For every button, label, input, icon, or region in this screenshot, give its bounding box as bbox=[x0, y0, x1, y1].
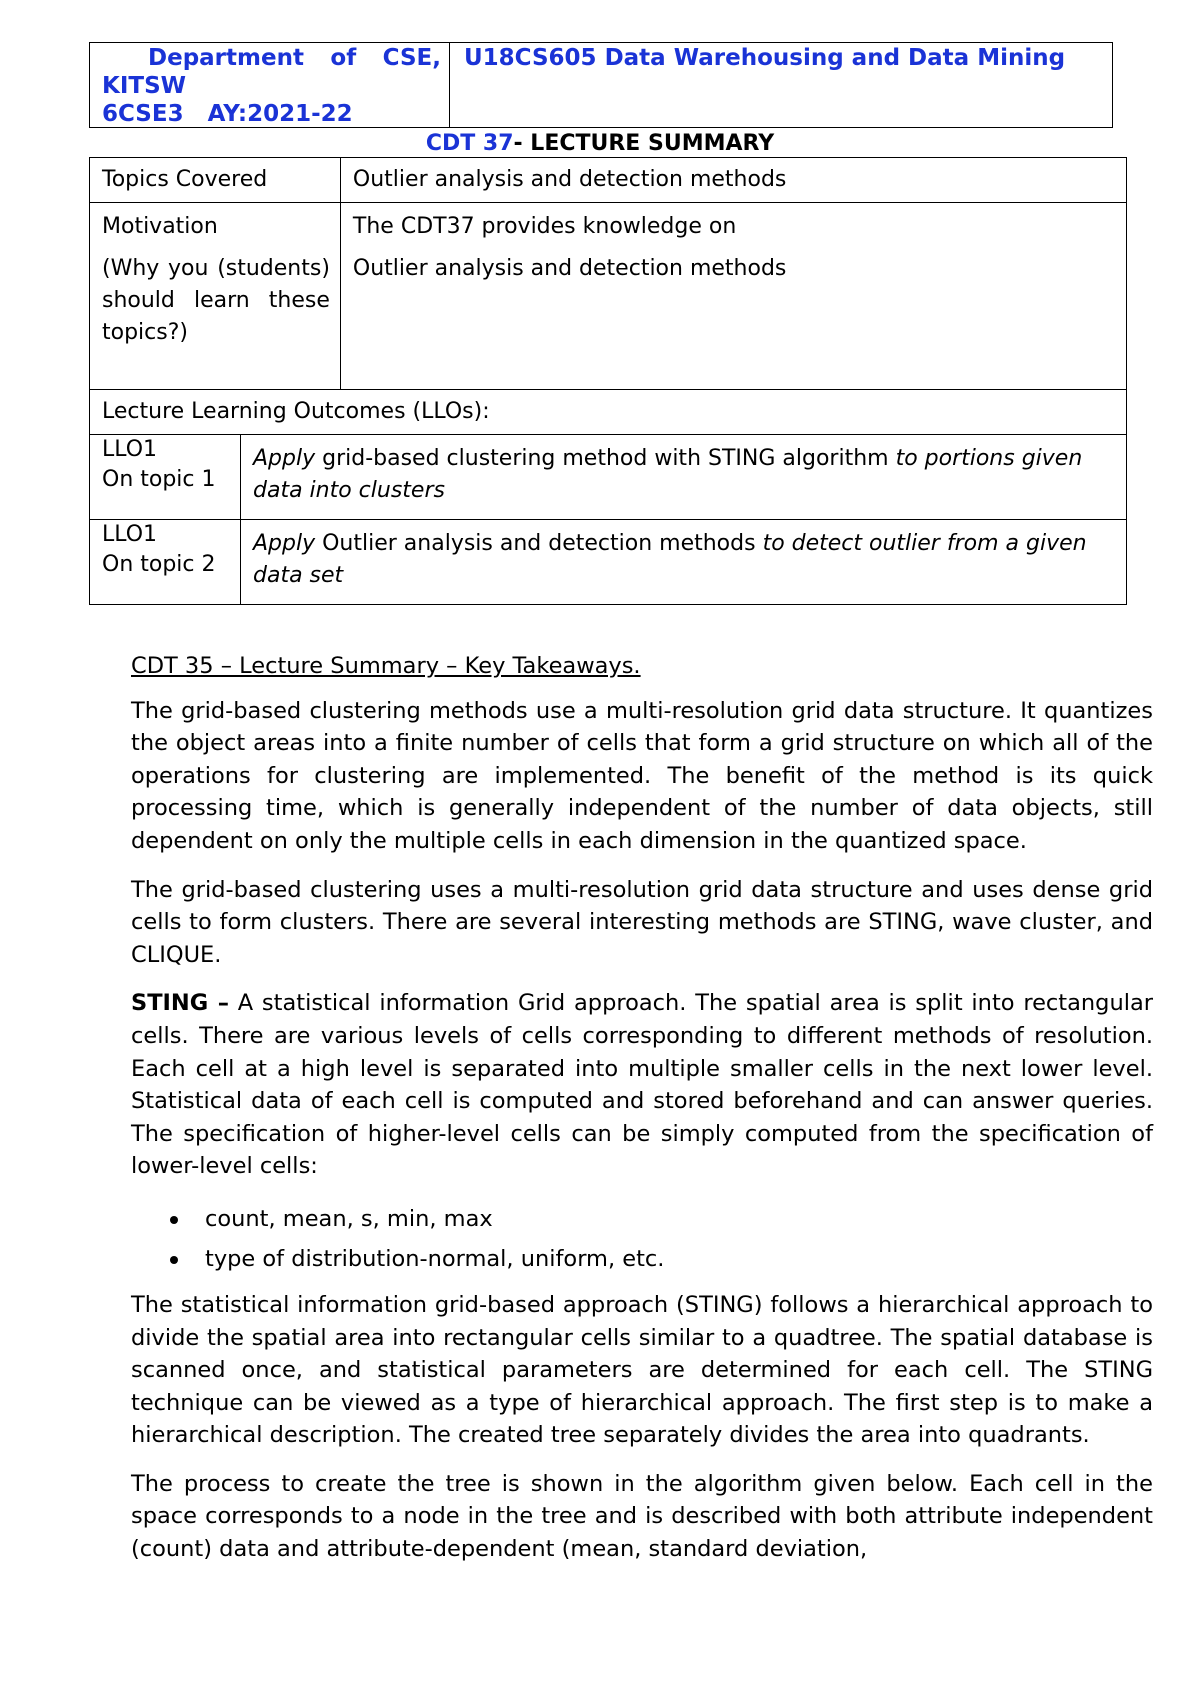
motivation-label: Motivation bbox=[102, 214, 218, 239]
paragraph-1: The grid-based clustering methods use a multi-resolution grid data structure. It quantizes the object areas into a finite number of cells that form a grid structure on which all of the operations for clustering are implemented. The benefit of the method is its quick processing time, which is generally independent of the number of data objects, still dependent on only the multiple cells in each dimension in the quantized space. bbox=[131, 697, 1153, 854]
motivation-row bbox=[90, 203, 1127, 390]
llo-label-2 bbox=[90, 520, 241, 605]
llo-heading-row bbox=[90, 390, 1127, 435]
llo-label-1 bbox=[90, 435, 241, 520]
course-title: U18CS605 Data Warehousing and Data Mining bbox=[464, 45, 1066, 71]
llo-goal: to portions given data into clusters bbox=[253, 446, 1083, 503]
key-takeaways-heading: CDT 35 – Lecture Summary – Key Takeaways. bbox=[131, 653, 641, 679]
motivation-cell bbox=[90, 203, 341, 390]
cdt-code: CDT 37 bbox=[425, 131, 514, 156]
header-table bbox=[89, 42, 1113, 128]
department-of-word: of bbox=[330, 45, 357, 71]
paragraph-5: The process to create the tree is shown in the algorithm given below. Each cell in the space corresponds to a node in the tree and is described with both attribute independent (count) data and attribute-dependent (mean, standard deviation, bbox=[131, 1470, 1153, 1563]
sting-label: STING – bbox=[131, 990, 229, 1017]
llo-row-2 bbox=[90, 520, 1127, 605]
list-item: type of distribution-normal, uniform, etc. bbox=[131, 1239, 1153, 1279]
llo-verb: Apply bbox=[253, 446, 316, 471]
department-cell bbox=[90, 43, 450, 127]
motivation-line-2: Outlier analysis and detection methods bbox=[352, 256, 787, 281]
motivation-line-1: The CDT37 provides knowledge on bbox=[352, 214, 737, 239]
llo-heading: Lecture Learning Outcomes (LLOs): bbox=[90, 390, 1127, 435]
list-item: count, mean, s, min, max bbox=[131, 1199, 1153, 1239]
body-text bbox=[131, 650, 1153, 1582]
llo-text-2 bbox=[241, 520, 1127, 605]
llo-topic: On topic 2 bbox=[102, 552, 216, 577]
department-line bbox=[102, 44, 441, 72]
institute-name: KITSW bbox=[102, 73, 187, 99]
department-cse-word: CSE, bbox=[382, 45, 441, 71]
paragraph-2: The grid-based clustering uses a multi-resolution grid data structure and uses dense grid cells to form clusters. There are several interesting methods are STING, wave cluster, and CLIQUE. bbox=[131, 876, 1153, 968]
class-year: 6CSE3 AY:2021-22 bbox=[102, 101, 353, 127]
topics-row bbox=[90, 158, 1127, 203]
page-title bbox=[0, 130, 1200, 158]
lecture-summary-heading: - LECTURE SUMMARY bbox=[513, 131, 775, 156]
paragraph-sting bbox=[131, 987, 1153, 1183]
llo-number: LLO1 bbox=[102, 522, 158, 547]
motivation-value bbox=[340, 203, 1126, 390]
llo-method: Outlier analysis and detection methods bbox=[315, 531, 763, 556]
llo-number: LLO1 bbox=[102, 437, 158, 462]
statistics-list bbox=[131, 1199, 1153, 1279]
summary-table bbox=[89, 157, 1127, 605]
topics-value: Outlier analysis and detection methods bbox=[340, 158, 1126, 203]
topics-label: Topics Covered bbox=[90, 158, 341, 203]
llo-row-1 bbox=[90, 435, 1127, 520]
llo-topic: On topic 1 bbox=[102, 467, 216, 492]
department-word: Department bbox=[148, 45, 304, 71]
sting-description: A statistical information Grid approach. The spatial area is split into rectangular cells. There are various levels of cells corresponding to different methods of resolution. Each cell at a high level is separated into multiple smaller cells in the next lower level. Statistical data of each cell is computed and stored beforehand and can answer queries. The specification of higher-level cells can be simply computed from the specification of lower-level cells: bbox=[131, 990, 1153, 1180]
paragraph-4: The statistical information grid-based approach (STING) follows a hierarchical approach to divide the spatial area into rectangular cells similar to a quadtree. The spatial database is scanned once, and statistical parameters are determined for each cell. The STING technique can be viewed as a type of hierarchical approach. The first step is to make a hierarchical description. The created tree separately divides the area into quadrants. bbox=[131, 1291, 1153, 1449]
llo-text-1 bbox=[241, 435, 1127, 520]
llo-method: grid-based clustering method with STING algorithm bbox=[315, 446, 896, 471]
llo-verb: Apply bbox=[253, 531, 316, 556]
llo-goal: to detect outlier from a given data set bbox=[253, 531, 1087, 588]
motivation-question: (Why you (students) should learn these topics?) bbox=[102, 256, 330, 345]
